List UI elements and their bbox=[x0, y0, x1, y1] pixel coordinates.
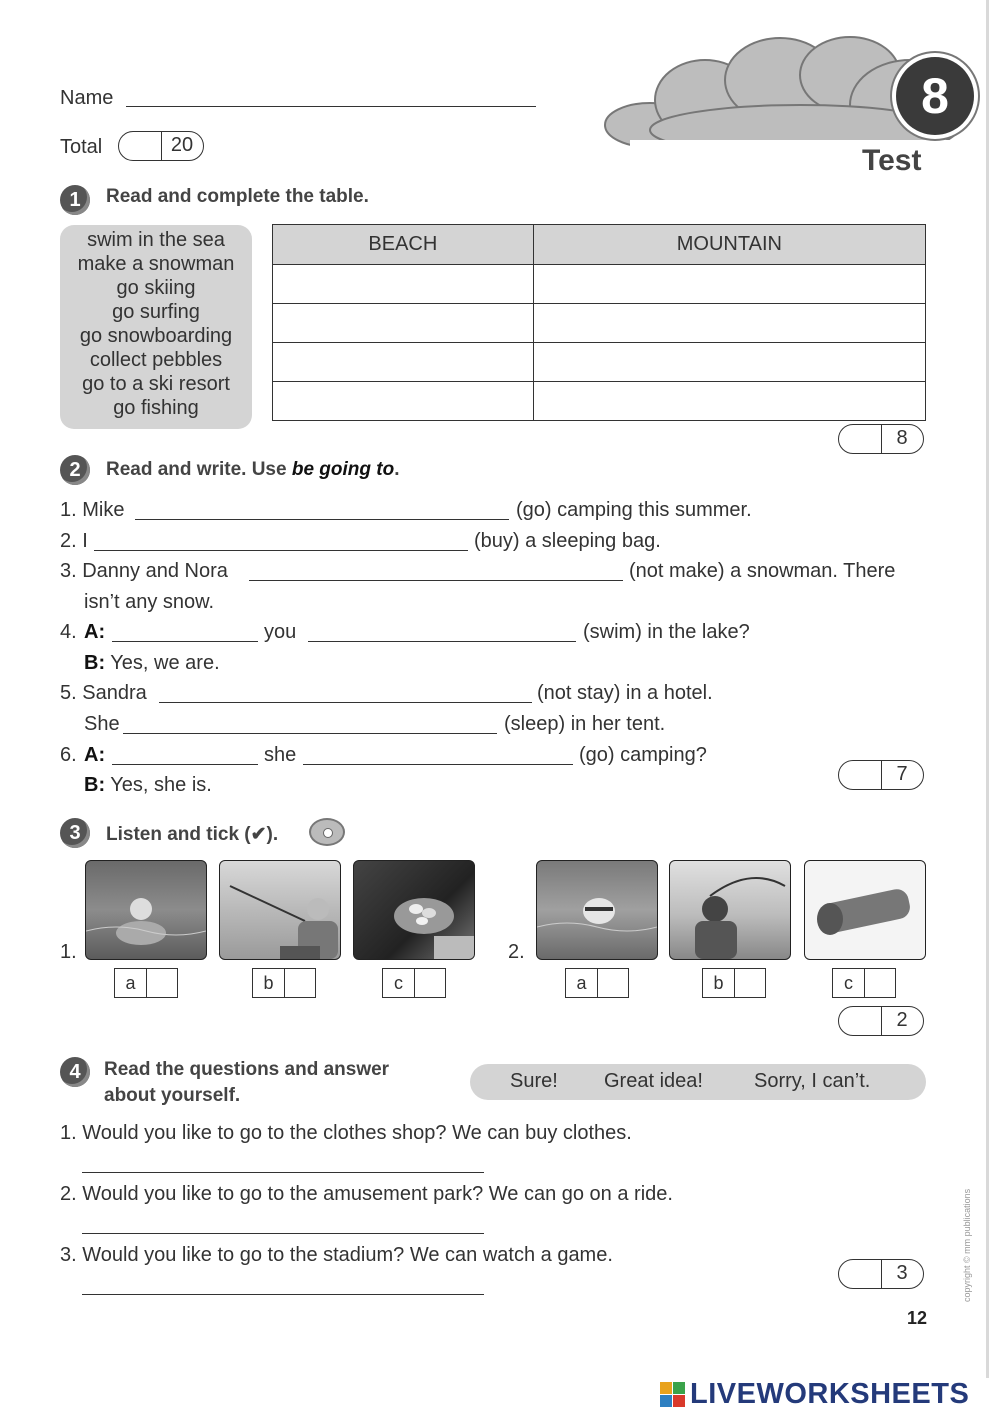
word-bank-item: go skiing bbox=[116, 277, 196, 299]
table-cell[interactable] bbox=[533, 382, 925, 421]
section-4-score-box[interactable] bbox=[838, 1259, 924, 1289]
word-bank-item: go to a ski resort bbox=[82, 373, 230, 395]
column-header-mountain: MOUNTAIN bbox=[533, 225, 925, 265]
answer-line[interactable] bbox=[159, 702, 532, 703]
name-label: Name bbox=[60, 87, 114, 109]
tick-box-1b[interactable] bbox=[252, 968, 316, 998]
exercise-reply bbox=[84, 652, 220, 675]
word-bank-item: go surfing bbox=[112, 301, 200, 323]
cd-icon[interactable] bbox=[309, 818, 345, 846]
table-cell[interactable] bbox=[533, 304, 925, 343]
section-2-score-box[interactable] bbox=[838, 760, 924, 790]
word-bank-item: go snowboarding bbox=[79, 325, 233, 347]
exercise-text: isn’t any snow. bbox=[84, 591, 215, 613]
phrase-sorry: Sorry, I can’t. bbox=[754, 1070, 871, 1092]
answer-line[interactable] bbox=[303, 764, 573, 765]
test-number-badge: 8 bbox=[896, 57, 974, 135]
total-score-box[interactable] bbox=[118, 131, 204, 161]
word-bank-item: collect pebbles bbox=[89, 349, 223, 371]
option-label: a bbox=[566, 969, 598, 997]
photo-sleeping-bag bbox=[804, 860, 926, 960]
table-cell[interactable] bbox=[533, 265, 925, 304]
option-label: b bbox=[703, 969, 735, 997]
speaker-label: B: bbox=[84, 652, 106, 674]
section-4-title-line1: Read the questions and answer bbox=[104, 1059, 390, 1080]
reply-text: Yes, we are. bbox=[105, 652, 220, 674]
photo-swimming-lake bbox=[536, 860, 658, 960]
table-cell[interactable] bbox=[533, 343, 925, 382]
section-4-number: 4 bbox=[60, 1057, 90, 1087]
exercise-text: She bbox=[84, 713, 120, 735]
answer-line[interactable] bbox=[308, 641, 576, 642]
liveworksheets-logo-icon bbox=[660, 1382, 686, 1408]
section-3-score: 2 bbox=[896, 1009, 908, 1031]
table-cell[interactable] bbox=[273, 304, 534, 343]
exercise-text: (go) camping? bbox=[579, 744, 707, 766]
tick-box-1a[interactable] bbox=[114, 968, 178, 998]
photo-swimming-sea bbox=[85, 860, 207, 960]
liveworksheets-brand[interactable]: LIVEWORKSHEETS bbox=[690, 1378, 970, 1410]
answer-line[interactable] bbox=[112, 641, 258, 642]
exercise-text: (not make) a snowman. There bbox=[629, 560, 896, 582]
exercise-reply bbox=[84, 774, 212, 797]
group-1-label: 1. bbox=[60, 941, 77, 963]
section-1-score-box[interactable] bbox=[838, 424, 924, 454]
table-cell[interactable] bbox=[273, 343, 534, 382]
exercise-text: 2. I bbox=[60, 530, 88, 552]
answer-line[interactable] bbox=[82, 1294, 484, 1295]
question-3: 3. Would you like to go to the stadium? We can watch a game. bbox=[60, 1244, 613, 1266]
total-max: 20 bbox=[170, 134, 194, 156]
answer-line[interactable] bbox=[94, 550, 468, 551]
exercise-text: (go) camping this summer. bbox=[516, 499, 752, 521]
photo-boy-fishing bbox=[669, 860, 791, 960]
name-input-line[interactable] bbox=[126, 106, 536, 107]
tick-box-2c[interactable] bbox=[832, 968, 896, 998]
exercise-text: 1. Mike bbox=[60, 499, 125, 521]
tick-box-1c[interactable] bbox=[382, 968, 446, 998]
option-label: c bbox=[383, 969, 415, 997]
question-2: 2. Would you like to go to the amusement park? We can go on a ride. bbox=[60, 1183, 673, 1205]
section-4-score: 3 bbox=[896, 1262, 908, 1284]
column-header-beach: BEACH bbox=[273, 225, 534, 265]
word-bank-item: swim in the sea bbox=[87, 229, 225, 251]
total-label: Total bbox=[60, 136, 103, 158]
tick-box-2a[interactable] bbox=[565, 968, 629, 998]
question-1: 1. Would you like to go to the clothes shop? We can buy clothes. bbox=[60, 1122, 632, 1144]
option-label: c bbox=[833, 969, 865, 997]
photo-fishing-lake bbox=[219, 860, 341, 960]
table-cell[interactable] bbox=[273, 265, 534, 304]
speaker-label: A: bbox=[84, 621, 106, 643]
answer-line[interactable] bbox=[82, 1172, 484, 1173]
option-label: b bbox=[253, 969, 285, 997]
answer-line[interactable] bbox=[249, 580, 623, 581]
section-2-number: 2 bbox=[60, 455, 90, 485]
exercise-text: 6. bbox=[60, 744, 77, 766]
speaker-label: B: bbox=[84, 774, 106, 796]
section-1-number: 1 bbox=[60, 185, 90, 215]
section-2-title bbox=[106, 459, 400, 481]
section-3-score-box[interactable] bbox=[838, 1006, 924, 1036]
section-3-number: 3 bbox=[60, 818, 90, 848]
exercise-text: 3. Danny and Nora bbox=[60, 560, 228, 582]
beach-mountain-table bbox=[272, 224, 926, 421]
answer-line[interactable] bbox=[112, 764, 258, 765]
photo-pebbles-hand bbox=[353, 860, 475, 960]
exercise-text: 5. Sandra bbox=[60, 682, 147, 704]
tick-box-2b[interactable] bbox=[702, 968, 766, 998]
exercise-text: she bbox=[264, 744, 297, 766]
section-1-title: Read and complete the table. bbox=[106, 186, 369, 207]
exercise-text: you bbox=[264, 621, 297, 643]
exercise-text: (sleep) in her tent. bbox=[504, 713, 666, 735]
section-2-title-text: Read and write. Use bbox=[106, 459, 292, 480]
section-2-title-end: . bbox=[394, 459, 400, 480]
exercise-text: 4. bbox=[60, 621, 77, 643]
exercise-text: (buy) a sleeping bag. bbox=[474, 530, 661, 552]
word-bank-item: go fishing bbox=[113, 397, 199, 419]
phrase-bank bbox=[470, 1064, 926, 1100]
phrase-sure: Sure! bbox=[510, 1070, 558, 1092]
option-label: a bbox=[115, 969, 147, 997]
phrase-great-idea: Great idea! bbox=[604, 1070, 703, 1092]
table-cell[interactable] bbox=[273, 382, 534, 421]
page-number: 12 bbox=[907, 1308, 928, 1328]
section-4-title-line2: about yourself. bbox=[104, 1085, 241, 1106]
section-3-title: Listen and tick (✔). bbox=[106, 824, 279, 845]
section-2-title-emphasis: be going to bbox=[291, 459, 395, 480]
answer-line[interactable] bbox=[82, 1233, 484, 1234]
answer-line[interactable] bbox=[123, 733, 497, 734]
test-label: Test bbox=[862, 144, 922, 177]
word-bank bbox=[60, 225, 252, 429]
section-1-score: 8 bbox=[896, 427, 908, 449]
reply-text: Yes, she is. bbox=[105, 774, 212, 796]
speaker-label: A: bbox=[84, 744, 106, 766]
section-2-score: 7 bbox=[896, 763, 908, 785]
copyright-text: copyright © mm publications bbox=[962, 1188, 972, 1302]
exercise-text: (swim) in the lake? bbox=[583, 621, 750, 643]
exercise-text: (not stay) in a hotel. bbox=[537, 682, 713, 704]
group-2-label: 2. bbox=[508, 941, 525, 963]
answer-line[interactable] bbox=[135, 519, 509, 520]
word-bank-item: make a snowman bbox=[77, 253, 235, 275]
